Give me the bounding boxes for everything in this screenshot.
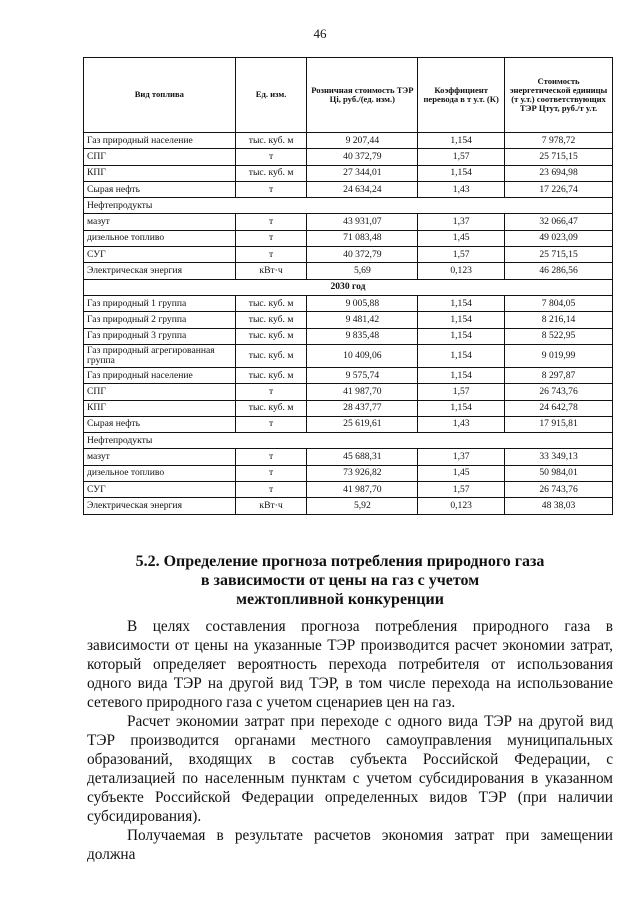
year-label: 2030 год: [84, 279, 613, 295]
table-row: [84, 498, 613, 514]
cell-cost: 46 286,56: [505, 263, 613, 279]
cell-coef: 1,37: [418, 214, 505, 230]
cell-unit: т: [235, 149, 307, 165]
cell-coef: 1,154: [418, 133, 505, 149]
cell-coef: 1,43: [418, 181, 505, 197]
table-row: [84, 384, 613, 400]
cell-cost: 33 349,13: [505, 449, 613, 465]
paragraph: Расчет экономии затрат при переходе с одного вида ТЭР на другой вид ТЭР производится органами местного самоуправления муниципальных образований, входящих в состав субъекта Российской Федерации, с детализацией по населенным пунктам с учетом субсидирования в указанном субъекте Российской Федерации определенных видов ТЭР (при наличии субсидирования).: [87, 713, 613, 825]
cell-price: 71 083,48: [307, 230, 418, 246]
table-row: [84, 465, 613, 481]
table-row: [84, 400, 613, 416]
cell-cost: 8 216,14: [505, 312, 613, 328]
cell-price: 40 372,79: [307, 149, 418, 165]
cell-fuel-name: мазут: [84, 449, 236, 465]
cell-coef: 1,37: [418, 449, 505, 465]
cell-coef: 1,45: [418, 230, 505, 246]
cell-fuel-name: КПГ: [84, 400, 236, 416]
cell-coef: 1,57: [418, 482, 505, 498]
cell-price: 43 931,07: [307, 214, 418, 230]
table-row: [84, 449, 613, 465]
table-row: [84, 133, 613, 149]
cell-coef: 1,154: [418, 312, 505, 328]
cell-unit: т: [235, 465, 307, 481]
cell-price: 45 688,31: [307, 449, 418, 465]
cell-price: 5,69: [307, 263, 418, 279]
cell-unit: тыс. куб. м: [235, 295, 307, 311]
cell-cost: 49 023,09: [505, 230, 613, 246]
table-row: [84, 214, 613, 230]
cell-coef: 1,57: [418, 384, 505, 400]
cell-fuel-name: Газ природный 1 группа: [84, 295, 236, 311]
cell-fuel-name: СПГ: [84, 149, 236, 165]
cell-fuel-name: Газ природный 2 группа: [84, 312, 236, 328]
cell-fuel-name: Газ природный 3 группа: [84, 328, 236, 344]
cell-fuel-name: Сырая нефть: [84, 181, 236, 197]
cell-fuel-name: дизельное топливо: [84, 465, 236, 481]
cell-fuel-name: Электрическая энергия: [84, 498, 236, 514]
cell-price: 24 634,24: [307, 181, 418, 197]
cell-unit: т: [235, 230, 307, 246]
table-header-row: [84, 58, 613, 133]
cell-cost: 7 804,05: [505, 295, 613, 311]
cell-cost: 26 743,76: [505, 482, 613, 498]
cell-price: 9 005,88: [307, 295, 418, 311]
cell-unit: тыс. куб. м: [235, 312, 307, 328]
cell-fuel-name: мазут: [84, 214, 236, 230]
cell-unit: тыс. куб. м: [235, 328, 307, 344]
cell-price: 9 481,42: [307, 312, 418, 328]
table-row: [84, 367, 613, 383]
cell-cost: 8 522,95: [505, 328, 613, 344]
cell-fuel-name: дизельное топливо: [84, 230, 236, 246]
cell-cost: 32 066,47: [505, 214, 613, 230]
cell-cost: 24 642,78: [505, 400, 613, 416]
cell-price: 28 437,77: [307, 400, 418, 416]
cell-price: 25 619,61: [307, 416, 418, 432]
cell-unit: тыс. куб. м: [235, 367, 307, 383]
cell-fuel-name: Сырая нефть: [84, 416, 236, 432]
cell-unit: кВт·ч: [235, 498, 307, 514]
header-unit: Ед. изм.: [235, 58, 307, 133]
header-unit-cost: Стоимость энергетической единицы (т у.т.) соответствующих ТЭР Цтут, руб./т у.т.: [505, 58, 613, 133]
cell-cost: 50 984,01: [505, 465, 613, 481]
header-conversion-coef: Коэффициент перевода в т у.т. (К): [418, 58, 505, 133]
cell-fuel-name: КПГ: [84, 165, 236, 181]
table-row: [84, 230, 613, 246]
cell-price: 9 207,44: [307, 133, 418, 149]
cell-fuel-name: Электрическая энергия: [84, 263, 236, 279]
cell-unit: тыс. куб. м: [235, 400, 307, 416]
table-row: [84, 165, 613, 181]
cell-cost: 25 715,15: [505, 247, 613, 263]
cell-coef: 0,123: [418, 263, 505, 279]
header-retail-price: Розничная стоимость ТЭР Цi, руб./(ед. изм.): [307, 58, 418, 133]
cell-cost: 7 978,72: [505, 133, 613, 149]
cell-price: 41 987,70: [307, 482, 418, 498]
table-row: [84, 247, 613, 263]
group-label-row: [84, 433, 613, 449]
cell-coef: 1,57: [418, 149, 505, 165]
section-title: [120, 552, 560, 609]
cell-price: 10 409,06: [307, 344, 418, 367]
cell-coef: 1,154: [418, 344, 505, 367]
cell-unit: тыс. куб. м: [235, 133, 307, 149]
section-title-line: межтопливной конкуренции: [236, 591, 444, 608]
cell-fuel-name: Газ природный население: [84, 133, 236, 149]
cell-coef: 1,43: [418, 416, 505, 432]
cell-coef: 1,45: [418, 465, 505, 481]
section-title-line: в зависимости от цены на газ с учетом: [200, 572, 480, 589]
group-label-row: [84, 198, 613, 214]
table-row: [84, 328, 613, 344]
table-row: [84, 312, 613, 328]
cell-price: 9 575,74: [307, 367, 418, 383]
cell-fuel-name: СПГ: [84, 384, 236, 400]
cell-price: 27 344,01: [307, 165, 418, 181]
cell-cost: 9 019,99: [505, 344, 613, 367]
table-row: [84, 181, 613, 197]
cell-unit: т: [235, 214, 307, 230]
cell-coef: 1,154: [418, 295, 505, 311]
cell-unit: т: [235, 384, 307, 400]
cell-fuel-name: Газ природный население: [84, 367, 236, 383]
cell-fuel-name: Газ природный агрегированная группа: [84, 344, 236, 367]
cell-cost: 23 694,98: [505, 165, 613, 181]
cell-cost: 48 38,03: [505, 498, 613, 514]
cell-fuel-name: СУГ: [84, 482, 236, 498]
table-row: [84, 416, 613, 432]
cell-cost: 17 915,81: [505, 416, 613, 432]
cell-unit: т: [235, 449, 307, 465]
cell-coef: 1,154: [418, 400, 505, 416]
fuel-price-table: [83, 57, 613, 515]
header-fuel-type: Вид топлива: [84, 58, 236, 133]
cell-coef: 1,154: [418, 328, 505, 344]
cell-coef: 0,123: [418, 498, 505, 514]
cell-unit: т: [235, 416, 307, 432]
cell-unit: тыс. куб. м: [235, 165, 307, 181]
cell-unit: т: [235, 181, 307, 197]
group-label: Нефтепродукты: [84, 433, 613, 449]
cell-price: 5,92: [307, 498, 418, 514]
cell-coef: 1,154: [418, 165, 505, 181]
table-row: [84, 263, 613, 279]
cell-price: 41 987,70: [307, 384, 418, 400]
page-number: 46: [313, 26, 327, 41]
cell-price: 73 926,82: [307, 465, 418, 481]
paragraph: Получаемая в результате расчетов экономия затрат при замещении должна: [87, 827, 613, 863]
cell-price: 9 835,48: [307, 328, 418, 344]
year-label-row: [84, 279, 613, 295]
table-row: [84, 344, 613, 367]
cell-unit: т: [235, 482, 307, 498]
cell-cost: 26 743,76: [505, 384, 613, 400]
cell-cost: 25 715,15: [505, 149, 613, 165]
cell-coef: 1,154: [418, 367, 505, 383]
table-row: [84, 482, 613, 498]
cell-unit: кВт·ч: [235, 263, 307, 279]
cell-cost: 8 297,87: [505, 367, 613, 383]
table-row: [84, 295, 613, 311]
cell-unit: тыс. куб. м: [235, 344, 307, 367]
section-title-line: 5.2. Определение прогноза потребления природного газа: [135, 553, 545, 570]
body-text: [87, 617, 613, 864]
paragraph: В целях составления прогноза потребления природного газа в зависимости от цены на указанные ТЭР производится расчет экономии затрат, который определяет вероятность перехода потребителя от использования одного вида ТЭР на другой вид ТЭР, в том числе перехода на использование сетевого природного газа с учетом сценариев цен на газ.: [87, 618, 613, 711]
group-label: Нефтепродукты: [84, 198, 613, 214]
cell-coef: 1,57: [418, 247, 505, 263]
cell-fuel-name: СУГ: [84, 247, 236, 263]
cell-unit: т: [235, 247, 307, 263]
cell-price: 40 372,79: [307, 247, 418, 263]
cell-cost: 17 226,74: [505, 181, 613, 197]
table-row: [84, 149, 613, 165]
